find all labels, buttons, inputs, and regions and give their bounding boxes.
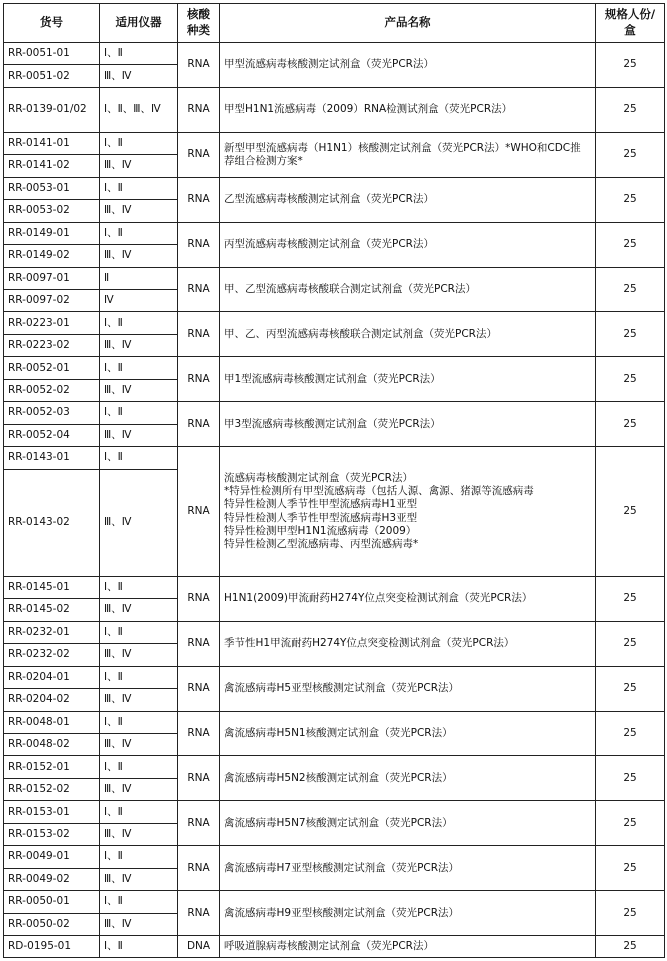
instrument-cell: Ⅰ、Ⅱ [100,621,178,643]
acid-type-cell: RNA [178,447,220,577]
code-cell: RR-0097-02 [4,290,100,312]
product-name-line: 特异性检测人季节性甲型流感病毒H1亚型 [224,498,418,511]
spec-cell: 25 [596,402,665,447]
instrument-cell: Ⅱ [100,267,178,289]
spec-cell: 25 [596,357,665,402]
table-row [4,891,665,913]
table-row [4,621,665,643]
instrument-cell: Ⅰ、Ⅱ [100,756,178,778]
instrument-cell: Ⅲ、Ⅳ [100,155,178,177]
spec-cell: 25 [596,576,665,621]
instrument-cell: Ⅲ、Ⅳ [100,65,178,87]
spec-cell: 25 [596,267,665,312]
product-name-line: 特异性检测乙型流感病毒、丙型流感病毒* [224,537,419,550]
acid-type-cell: RNA [178,43,220,88]
instrument-cell: Ⅰ、Ⅱ [100,132,178,154]
code-cell: RR-0149-02 [4,245,100,267]
product-name-cell: 甲、乙型流感病毒核酸联合测定试剂盒（荧光PCR法） [220,267,596,312]
product-name-cell: 呼吸道腺病毒核酸测定试剂盒（荧光PCR法） [220,936,596,958]
code-cell: RR-0152-01 [4,756,100,778]
instrument-cell: Ⅲ、Ⅳ [100,734,178,756]
spec-cell: 25 [596,43,665,88]
spec-cell: 25 [596,756,665,801]
instrument-cell: Ⅲ、Ⅳ [100,200,178,222]
code-cell: RR-0052-04 [4,424,100,446]
product-name-cell: 甲3型流感病毒核酸测定试剂盒（荧光PCR法） [220,402,596,447]
product-name-cell: 禽流感病毒H7亚型核酸测定试剂盒（荧光PCR法） [220,846,596,891]
product-name-cell: 乙型流感病毒核酸测定试剂盒（荧光PCR法） [220,177,596,222]
code-cell: RR-0152-02 [4,778,100,800]
instrument-cell: Ⅰ、Ⅱ [100,357,178,379]
spec-cell: 25 [596,621,665,666]
instrument-cell: Ⅰ、Ⅱ [100,891,178,913]
instrument-cell: Ⅰ、Ⅱ [100,846,178,868]
instrument-cell: Ⅰ、Ⅱ [100,666,178,688]
acid-type-cell: DNA [178,936,220,958]
instrument-cell: Ⅰ、Ⅱ [100,711,178,733]
spec-cell: 25 [596,132,665,177]
instrument-cell: Ⅲ、Ⅳ [100,868,178,890]
instrument-cell: Ⅰ、Ⅱ [100,177,178,199]
product-name-line: 流感病毒核酸测定试剂盒（荧光PCR法） [224,472,413,485]
code-cell: RR-0153-01 [4,801,100,823]
code-cell: RR-0232-02 [4,644,100,666]
code-cell: RR-0049-02 [4,868,100,890]
table-row [4,756,665,778]
acid-type-cell: RNA [178,801,220,846]
product-name-cell: 甲、乙、丙型流感病毒核酸联合测定试剂盒（荧光PCR法） [220,312,596,357]
code-cell: RR-0153-02 [4,823,100,845]
instrument-cell: Ⅲ、Ⅳ [100,689,178,711]
table-row [4,267,665,289]
instrument-cell: Ⅰ、Ⅱ [100,43,178,65]
table-row [4,846,665,868]
code-cell: RR-0223-01 [4,312,100,334]
header-row [4,4,665,43]
product-name-cell: 甲1型流感病毒核酸测定试剂盒（荧光PCR法） [220,357,596,402]
spec-cell: 25 [596,891,665,936]
instrument-cell: Ⅲ、Ⅳ [100,823,178,845]
product-name-cell: 禽流感病毒H5亚型核酸测定试剂盒（荧光PCR法） [220,666,596,711]
code-cell: RR-0139-01/02 [4,87,100,132]
spec-cell: 25 [596,936,665,958]
instrument-cell: Ⅰ、Ⅱ [100,402,178,424]
acid-type-cell: RNA [178,267,220,312]
spec-cell: 25 [596,711,665,756]
instrument-cell: Ⅲ、Ⅳ [100,424,178,446]
code-cell: RR-0048-02 [4,734,100,756]
product-name-cell [220,447,596,577]
code-cell: RR-0143-01 [4,447,100,469]
instrument-cell: Ⅰ、Ⅱ [100,576,178,598]
table-row [4,711,665,733]
instrument-cell: Ⅰ、Ⅱ [100,312,178,334]
product-name-cell: 季节性H1甲流耐药H274Y位点突变检测试剂盒（荧光PCR法） [220,621,596,666]
table-row [4,447,665,469]
instrument-cell: Ⅰ、Ⅱ [100,801,178,823]
product-name-line: *特异性检测所有甲型流感病毒（包括人源、禽源、猪源等流感病毒 [224,485,534,498]
instrument-cell: Ⅲ、Ⅳ [100,778,178,800]
code-cell: RR-0051-01 [4,43,100,65]
table-row [4,936,665,958]
spec-cell: 25 [596,312,665,357]
acid-type-cell: RNA [178,132,220,177]
instrument-cell: Ⅰ、Ⅱ、Ⅲ、Ⅳ [100,87,178,132]
product-name-cell: 甲型H1N1流感病毒（2009）RNA检测试剂盒（荧光PCR法） [220,87,596,132]
code-cell: RD-0195-01 [4,936,100,958]
table-body [4,43,665,958]
product-name-cell: 新型甲型流感病毒（H1N1）核酸测定试剂盒（荧光PCR法）*WHO和CDC推荐组合检测方案* [220,132,596,177]
header-instrument: 适用仪器 [100,4,178,43]
acid-type-cell: RNA [178,846,220,891]
table-row [4,357,665,379]
table-row [4,87,665,132]
spec-cell: 25 [596,846,665,891]
instrument-cell: Ⅰ、Ⅱ [100,222,178,244]
acid-type-cell: RNA [178,87,220,132]
code-cell: RR-0050-02 [4,913,100,935]
code-cell: RR-0149-01 [4,222,100,244]
table-row [4,312,665,334]
spec-cell: 25 [596,87,665,132]
product-name-cell: 甲型流感病毒核酸测定试剂盒（荧光PCR法） [220,43,596,88]
product-name-line: 特异性检测甲型H1N1流感病毒（2009） [224,524,417,537]
acid-type-cell: RNA [178,621,220,666]
acid-type-cell: RNA [178,177,220,222]
acid-type-cell: RNA [178,402,220,447]
product-name-cell: 禽流感病毒H5N7核酸测定试剂盒（荧光PCR法） [220,801,596,846]
code-cell: RR-0223-02 [4,334,100,356]
instrument-cell: Ⅳ [100,290,178,312]
code-cell: RR-0052-03 [4,402,100,424]
header-acid-type: 核酸种类 [178,4,220,43]
spec-cell: 25 [596,447,665,577]
code-cell: RR-0141-01 [4,132,100,154]
instrument-cell: Ⅲ、Ⅳ [100,599,178,621]
header-code: 货号 [4,4,100,43]
product-name-cell: 禽流感病毒H5N1核酸测定试剂盒（荧光PCR法） [220,711,596,756]
code-cell: RR-0052-02 [4,379,100,401]
product-name-cell: 禽流感病毒H9亚型核酸测定试剂盒（荧光PCR法） [220,891,596,936]
product-catalog-table [3,3,665,958]
acid-type-cell: RNA [178,666,220,711]
code-cell: RR-0232-01 [4,621,100,643]
header-spec: 规格人份/盒 [596,4,665,43]
table-row [4,132,665,154]
code-cell: RR-0053-01 [4,177,100,199]
code-cell: RR-0050-01 [4,891,100,913]
code-cell: RR-0051-02 [4,65,100,87]
table-row [4,402,665,424]
spec-cell: 25 [596,801,665,846]
code-cell: RR-0145-02 [4,599,100,621]
code-cell: RR-0143-02 [4,469,100,576]
code-cell: RR-0204-01 [4,666,100,688]
spec-cell: 25 [596,666,665,711]
product-name-cell: H1N1(2009)甲流耐药H274Y位点突变检测试剂盒（荧光PCR法） [220,576,596,621]
product-name-cell: 丙型流感病毒核酸测定试剂盒（荧光PCR法） [220,222,596,267]
instrument-cell: Ⅰ、Ⅱ [100,936,178,958]
instrument-cell: Ⅲ、Ⅳ [100,644,178,666]
table-row [4,43,665,65]
table-row [4,666,665,688]
acid-type-cell: RNA [178,711,220,756]
spec-cell: 25 [596,177,665,222]
table-row [4,177,665,199]
header-product-name: 产品名称 [220,4,596,43]
table-row [4,222,665,244]
instrument-cell: Ⅲ、Ⅳ [100,469,178,576]
code-cell: RR-0048-01 [4,711,100,733]
instrument-cell: Ⅲ、Ⅳ [100,913,178,935]
instrument-cell: Ⅲ、Ⅳ [100,334,178,356]
product-name-line: 特异性检测人季节性甲型流感病毒H3亚型 [224,511,418,524]
acid-type-cell: RNA [178,756,220,801]
code-cell: RR-0049-01 [4,846,100,868]
table-row [4,576,665,598]
acid-type-cell: RNA [178,576,220,621]
product-name-cell: 禽流感病毒H5N2核酸测定试剂盒（荧光PCR法） [220,756,596,801]
acid-type-cell: RNA [178,312,220,357]
table-row [4,801,665,823]
spec-cell: 25 [596,222,665,267]
acid-type-cell: RNA [178,222,220,267]
instrument-cell: Ⅲ、Ⅳ [100,245,178,267]
instrument-cell: Ⅰ、Ⅱ [100,447,178,469]
code-cell: RR-0053-02 [4,200,100,222]
code-cell: RR-0097-01 [4,267,100,289]
acid-type-cell: RNA [178,357,220,402]
acid-type-cell: RNA [178,891,220,936]
code-cell: RR-0141-02 [4,155,100,177]
instrument-cell: Ⅲ、Ⅳ [100,379,178,401]
code-cell: RR-0204-02 [4,689,100,711]
code-cell: RR-0052-01 [4,357,100,379]
code-cell: RR-0145-01 [4,576,100,598]
